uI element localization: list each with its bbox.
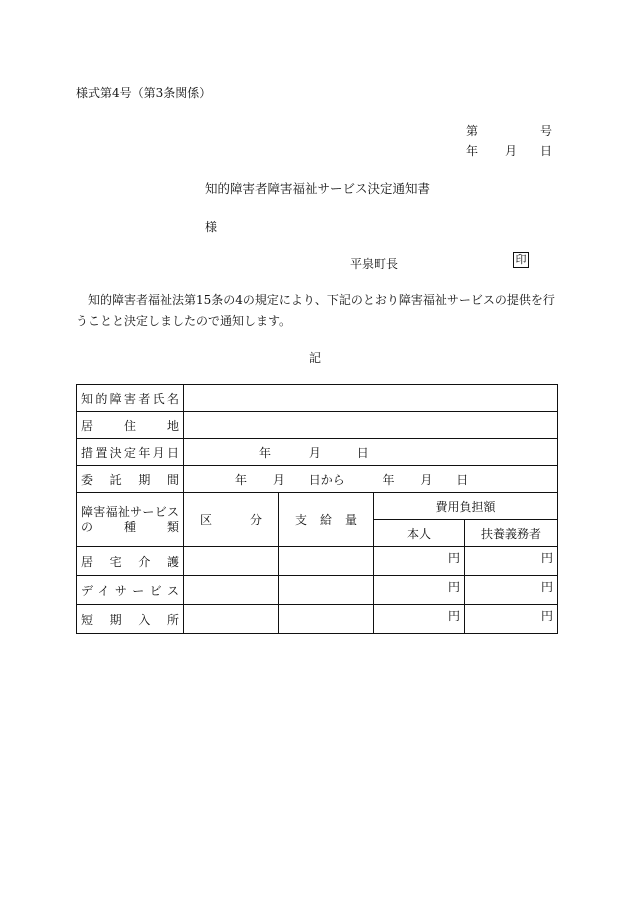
category-cell [184,547,279,576]
table-row [77,412,558,439]
category-cell [184,576,279,605]
address-value [184,412,558,439]
body-text: 知的障害者福祉法第15条の4の規定により、下記のとおり障害福祉サービスの提供を行うことと決定しましたので通知します。 [76,293,555,328]
service-type-label: 障害福祉サービス の種類 [77,493,184,547]
category-label: 区分 [184,493,279,547]
self-label: 本人 [374,520,465,547]
decision-date-label: 措置決定年月日 [77,439,184,466]
name-value [184,385,558,412]
date-year: 年 [466,144,479,158]
date-month: 月 [505,144,518,158]
decision-table [76,384,558,634]
ki-heading: 記 [309,351,322,365]
form-label: 様式第4号（第3条関係） [76,86,212,100]
seal-mark: 印 [513,252,529,268]
date-day: 日 [540,144,553,158]
service-name: 居宅介護 [77,547,184,576]
supply-cell [279,547,374,576]
cost-label: 費用負担額 [374,493,558,520]
self-cost-cell: 円 [374,605,465,634]
table-row [77,547,558,576]
table-row [77,605,558,634]
period-label: 委託期間 [77,466,184,493]
addressee-suffix: 様 [205,220,218,234]
self-cost-cell: 円 [374,547,465,576]
self-cost-cell: 円 [374,576,465,605]
supply-cell [279,576,374,605]
supply-label: 支給量 [279,493,374,547]
table-row [77,439,558,466]
supply-cell [279,605,374,634]
address-label: 居住地 [77,412,184,439]
service-name: 短期入所 [77,605,184,634]
guardian-label: 扶養義務者 [465,520,558,547]
doc-number-prefix: 第 [466,124,479,138]
table-row [77,385,558,412]
decision-date-value: 年 月 日 [184,439,558,466]
table-row [77,493,558,520]
table-row [77,576,558,605]
guardian-cost-cell: 円 [465,576,558,605]
doc-number-suffix: 号 [540,124,553,138]
issuer: 平泉町長 [350,257,399,271]
guardian-cost-cell: 円 [465,605,558,634]
period-value: 年 月 日から 年 月 日 [184,466,558,493]
service-name: デイサービス [77,576,184,605]
category-cell [184,605,279,634]
guardian-cost-cell: 円 [465,547,558,576]
name-label: 知的障害者氏名 [77,385,184,412]
document-title: 知的障害者障害福祉サービス決定通知書 [205,181,431,196]
table-row [77,466,558,493]
